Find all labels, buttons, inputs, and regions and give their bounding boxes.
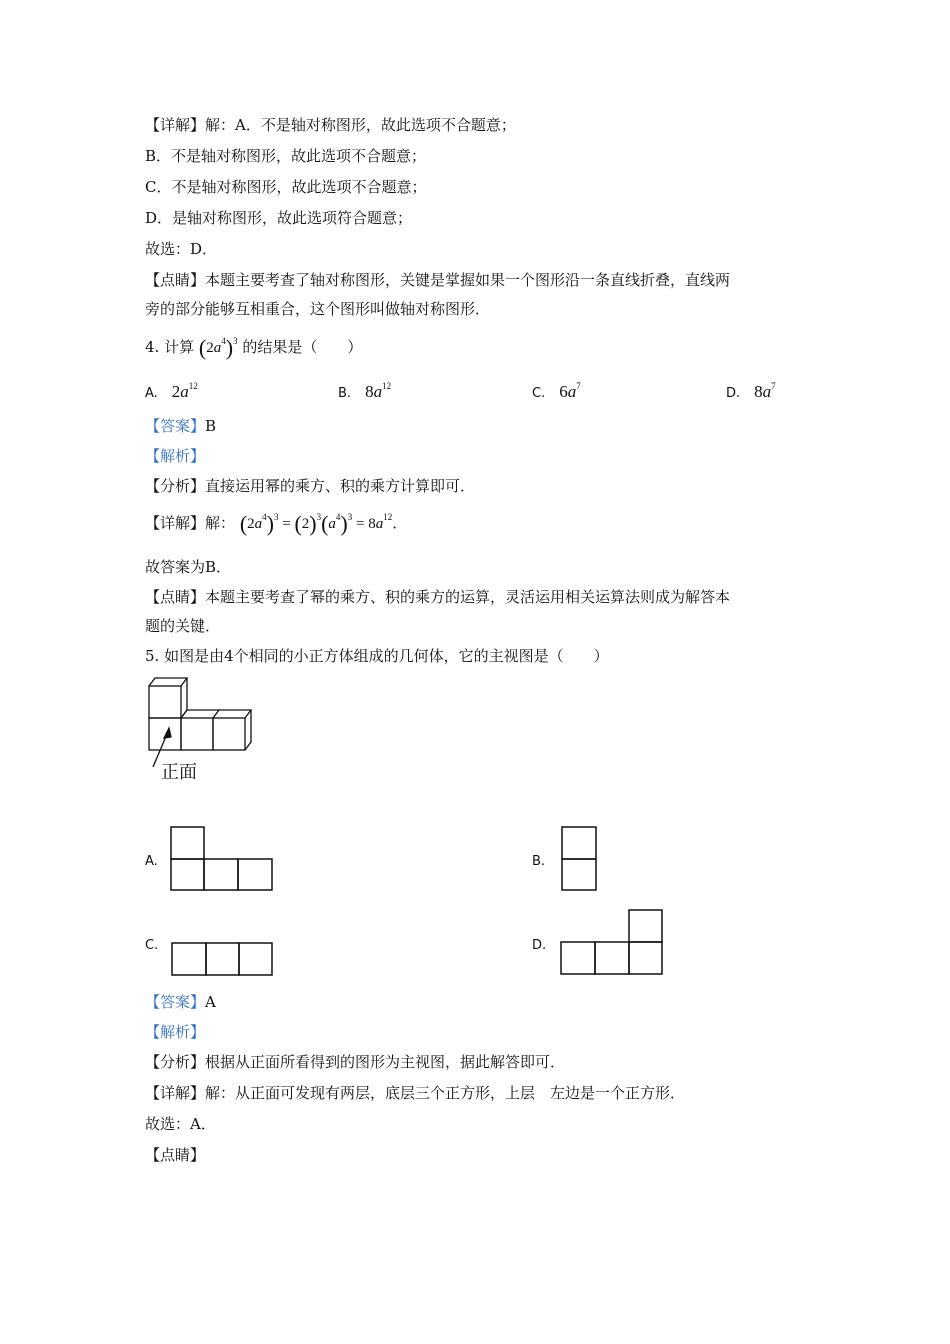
detail-prefix: 解： <box>205 514 236 532</box>
answer-tag: 【答案】 <box>145 993 206 1011</box>
q5-option-a-label[interactable]: A. <box>145 854 158 869</box>
q5-comment-tag: 【点睛】 <box>145 1146 206 1164</box>
answer-tag: 【答案】 <box>145 417 206 435</box>
q3-choice: 故选：D． <box>145 240 218 258</box>
q4-analysis-tag: 【解析】 <box>145 447 206 465</box>
detail-text: 解：从正面可发现有两层，底层三个正方形，上层 左边是一个正方形． <box>205 1084 686 1102</box>
q5-option-b-figure[interactable] <box>561 826 599 892</box>
question-number: 4. <box>145 338 160 356</box>
answer-value: B <box>205 417 217 435</box>
q4-answer <box>145 415 216 437</box>
stem-expression: $(2a^4)^3$ <box>198 335 238 360</box>
comment-text: 本题主要考查了轴对称图形，关键是掌握如果一个图形沿一条直线折叠，直线两 <box>205 271 731 289</box>
q4-fenxi <box>145 475 475 497</box>
q5-option-d-figure[interactable] <box>560 909 666 977</box>
comment-text: 本题主要考查了幂的乘方、积的乘方的运算，灵活运用相关运算法则成为解答本 <box>205 588 731 606</box>
q5-detail <box>145 1082 685 1104</box>
q3-line-b: B．不是轴对称图形，故此选项不合题意； <box>145 147 427 165</box>
detail-tag: 【详解】 <box>145 514 206 532</box>
detail-tag: 【详解】 <box>145 116 206 134</box>
fenxi-text: 直接运用幂的乘方、积的乘方计算即可． <box>205 477 476 495</box>
detail-equation: $(2a^4)^3 = (2)^3(a^4)^3 = 8a^{12}$． <box>239 511 408 536</box>
stem-before: 计算 <box>164 338 195 356</box>
q5-analysis-tag: 【解析】 <box>145 1023 206 1041</box>
q5-option-d-label[interactable]: D. <box>532 938 547 953</box>
q4-comment-line1 <box>145 586 730 608</box>
q4-options <box>145 382 805 406</box>
q4-comment-line2: 题的关键． <box>145 617 221 635</box>
q4-option-d[interactable]: D. $8a^7$ <box>726 381 776 401</box>
q5-option-c-label[interactable]: C. <box>145 938 159 953</box>
q4-option-b[interactable]: B. $8a^{12}$ <box>338 381 392 401</box>
q3-comment-line2: 旁的部分能够互相重合，这个图形叫做轴对称图形． <box>145 300 491 318</box>
q3-comment-line1 <box>145 269 730 291</box>
q3-detail-line <box>145 114 516 136</box>
q5-answer <box>145 991 216 1013</box>
comment-tag: 【点睛】 <box>145 588 206 606</box>
q4-final: 故答案为B． <box>145 558 232 576</box>
q5-stem <box>145 645 609 667</box>
front-label: 正面 <box>161 762 197 783</box>
fenxi-tag: 【分析】 <box>145 477 206 495</box>
comment-tag: 【点睛】 <box>145 271 206 289</box>
detail-text: 解：A．不是轴对称图形，故此选项不合题意； <box>205 116 516 134</box>
q4-detail <box>145 512 407 535</box>
q5-option-c-figure[interactable] <box>171 942 275 978</box>
q5-option-b-label[interactable]: B. <box>532 854 546 869</box>
detail-tag: 【详解】 <box>145 1084 206 1102</box>
q4-option-c[interactable]: C. $6a^7$ <box>532 381 581 401</box>
q4-option-a[interactable]: A. $2a^{12}$ <box>145 381 198 401</box>
q5-option-a-figure[interactable] <box>170 826 275 892</box>
stem-after: 的结果是（ ） <box>242 338 363 356</box>
q4-stem <box>145 336 362 359</box>
q5-choice: 故选：A． <box>145 1115 216 1133</box>
fenxi-tag: 【分析】 <box>145 1053 206 1071</box>
q3-line-d: D．是轴对称图形，故此选项符合题意； <box>145 209 413 227</box>
q3-line-c: C．不是轴对称图形，故此选项不合题意； <box>145 178 427 196</box>
stem-text: 如图是由4个相同的小正方体组成的几何体，它的主视图是（ ） <box>164 647 609 665</box>
answer-value: A <box>205 993 216 1011</box>
question-number: 5. <box>145 647 160 665</box>
fenxi-text: 根据从正面所看得到的图形为主视图，据此解答即可． <box>205 1053 566 1071</box>
q5-fenxi <box>145 1051 565 1073</box>
